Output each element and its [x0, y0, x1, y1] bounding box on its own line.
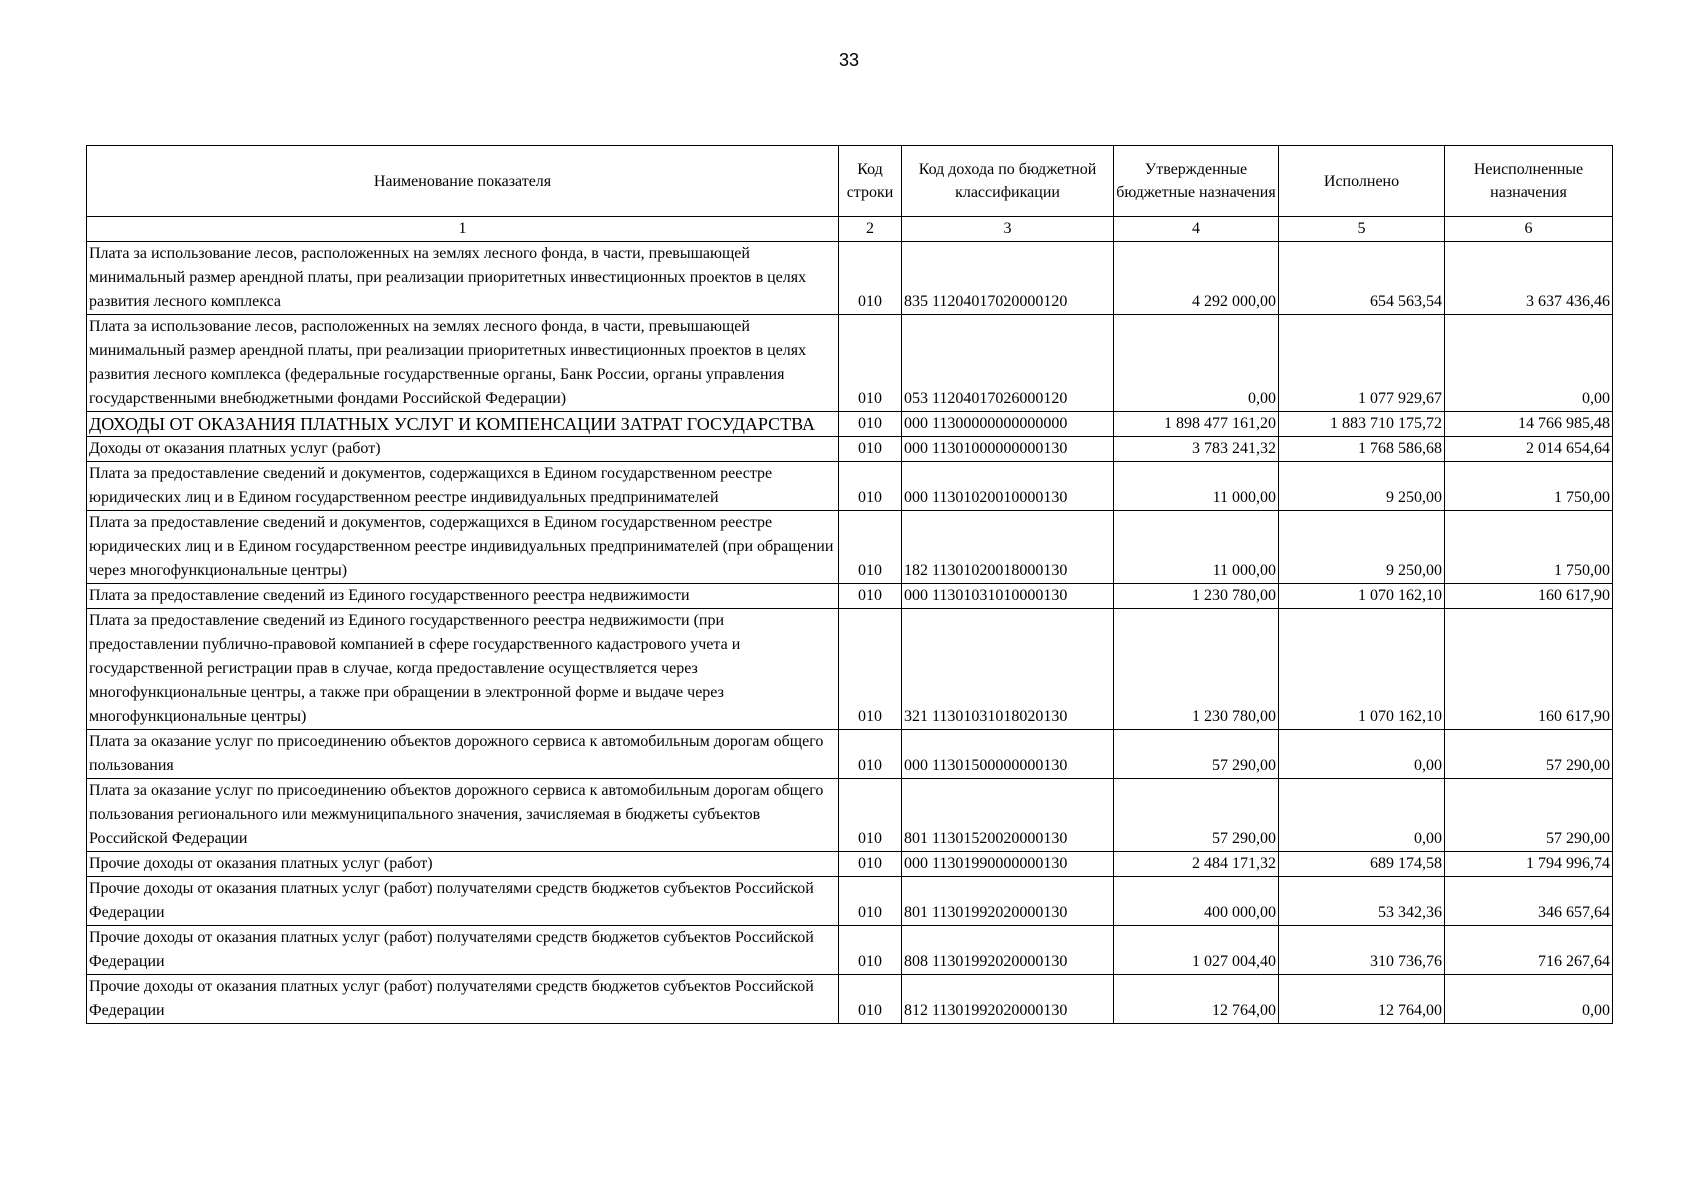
- indicator-name: Прочие доходы от оказания платных услуг (работ): [87, 852, 839, 877]
- unexecuted-amount: 160 617,90: [1445, 584, 1613, 609]
- table-row: [87, 730, 1613, 779]
- table-row: [87, 926, 1613, 975]
- executed-amount: 1 768 586,68: [1279, 437, 1445, 462]
- column-number: 1: [87, 217, 839, 242]
- approved-amount: 1 230 780,00: [1114, 584, 1279, 609]
- executed-amount: 0,00: [1279, 779, 1445, 852]
- unexecuted-amount: 0,00: [1445, 315, 1613, 412]
- table-row: [87, 437, 1613, 462]
- approved-amount: 2 484 171,32: [1114, 852, 1279, 877]
- header-unexecuted: Неисполненные назначения: [1445, 146, 1613, 217]
- income-code: 801 11301520020000130: [902, 779, 1114, 852]
- table-row: [87, 242, 1613, 315]
- column-number: 3: [902, 217, 1114, 242]
- executed-amount: 53 342,36: [1279, 877, 1445, 926]
- approved-amount: 57 290,00: [1114, 730, 1279, 779]
- income-code: 182 11301020018000130: [902, 511, 1114, 584]
- row-code: 010: [839, 926, 902, 975]
- indicator-name: Плата за предоставление сведений и документов, содержащихся в Едином государственном реестре юридических лиц и в Едином государственном реестре индивидуальных предпринимателей (при обращении через многофункциональные центры): [87, 511, 839, 584]
- table-row: [87, 584, 1613, 609]
- indicator-name: Плата за предоставление сведений из Единого государственного реестра недвижимости: [87, 584, 839, 609]
- approved-amount: 3 783 241,32: [1114, 437, 1279, 462]
- table-row: [87, 412, 1613, 437]
- executed-amount: 1 077 929,67: [1279, 315, 1445, 412]
- table-row: [87, 462, 1613, 511]
- income-code: 835 11204017020000120: [902, 242, 1114, 315]
- approved-amount: 1 898 477 161,20: [1114, 412, 1279, 437]
- indicator-name: Прочие доходы от оказания платных услуг (работ) получателями средств бюджетов субъектов Российской Федерации: [87, 877, 839, 926]
- income-code: 000 11301990000000130: [902, 852, 1114, 877]
- unexecuted-amount: 57 290,00: [1445, 730, 1613, 779]
- unexecuted-amount: 3 637 436,46: [1445, 242, 1613, 315]
- executed-amount: 9 250,00: [1279, 462, 1445, 511]
- table-header-row: [87, 146, 1613, 217]
- income-code: 000 11301020010000130: [902, 462, 1114, 511]
- indicator-name: Прочие доходы от оказания платных услуг (работ) получателями средств бюджетов субъектов Российской Федерации: [87, 926, 839, 975]
- income-code: 000 11301031010000130: [902, 584, 1114, 609]
- approved-amount: 0,00: [1114, 315, 1279, 412]
- approved-amount: 1 230 780,00: [1114, 609, 1279, 730]
- column-numbers-row: [87, 217, 1613, 242]
- indicator-name: Прочие доходы от оказания платных услуг (работ) получателями средств бюджетов субъектов Российской Федерации: [87, 975, 839, 1024]
- row-code: 010: [839, 584, 902, 609]
- indicator-name: Плата за предоставление сведений из Единого государственного реестра недвижимости (при предоставлении публично-правовой компанией в сфере государственного кадастрового учета и государственной регистрации прав в случае, когда предоставление осуществляется через многофункциональные центры, а также при обращении в электронной форме и выдаче через многофункциональные центры): [87, 609, 839, 730]
- unexecuted-amount: 57 290,00: [1445, 779, 1613, 852]
- indicator-name: Плата за использование лесов, расположенных на землях лесного фонда, в части, превышающей минимальный размер арендной платы, при реализации приоритетных инвестиционных проектов в целях развития лесного комплекса (федеральные государственные органы, Банк России, органы управления государственными внебюджетными фондами Российской Федерации): [87, 315, 839, 412]
- executed-amount: 310 736,76: [1279, 926, 1445, 975]
- column-number: 6: [1445, 217, 1613, 242]
- row-code: 010: [839, 975, 902, 1024]
- approved-amount: 4 292 000,00: [1114, 242, 1279, 315]
- income-code: 801 11301992020000130: [902, 877, 1114, 926]
- unexecuted-amount: 2 014 654,64: [1445, 437, 1613, 462]
- row-code: 010: [839, 779, 902, 852]
- approved-amount: 1 027 004,40: [1114, 926, 1279, 975]
- row-code: 010: [839, 609, 902, 730]
- header-executed: Исполнено: [1279, 146, 1445, 217]
- unexecuted-amount: 0,00: [1445, 975, 1613, 1024]
- column-number: 2: [839, 217, 902, 242]
- unexecuted-amount: 1 750,00: [1445, 511, 1613, 584]
- table-row: [87, 852, 1613, 877]
- unexecuted-amount: 716 267,64: [1445, 926, 1613, 975]
- budget-income-table: [86, 145, 1613, 1024]
- income-code: 812 11301992020000130: [902, 975, 1114, 1024]
- income-code: 000 11300000000000000: [902, 412, 1114, 437]
- executed-amount: 1 883 710 175,72: [1279, 412, 1445, 437]
- executed-amount: 1 070 162,10: [1279, 609, 1445, 730]
- indicator-name: Плата за оказание услуг по присоединению объектов дорожного сервиса к автомобильным дорогам общего пользования регионального или межмуниципального значения, зачисляемая в бюджеты субъектов Российской Федерации: [87, 779, 839, 852]
- approved-amount: 57 290,00: [1114, 779, 1279, 852]
- header-row-code: Код строки: [839, 146, 902, 217]
- income-code: 808 11301992020000130: [902, 926, 1114, 975]
- table-row: [87, 975, 1613, 1024]
- unexecuted-amount: 14 766 985,48: [1445, 412, 1613, 437]
- header-income-code: Код дохода по бюджетной классификации: [902, 146, 1114, 217]
- unexecuted-amount: 160 617,90: [1445, 609, 1613, 730]
- row-code: 010: [839, 242, 902, 315]
- row-code: 010: [839, 730, 902, 779]
- unexecuted-amount: 1 794 996,74: [1445, 852, 1613, 877]
- table-row: [87, 609, 1613, 730]
- page-number: 33: [838, 50, 860, 70]
- row-code: 010: [839, 315, 902, 412]
- income-code: 000 11301500000000130: [902, 730, 1114, 779]
- unexecuted-amount: 1 750,00: [1445, 462, 1613, 511]
- approved-amount: 12 764,00: [1114, 975, 1279, 1024]
- income-code: 000 11301000000000130: [902, 437, 1114, 462]
- row-code: 010: [839, 511, 902, 584]
- approved-amount: 11 000,00: [1114, 462, 1279, 511]
- header-approved: Утвержденные бюджетные назначения: [1114, 146, 1279, 217]
- column-number: 5: [1279, 217, 1445, 242]
- row-code: 010: [839, 852, 902, 877]
- income-code: 053 11204017026000120: [902, 315, 1114, 412]
- indicator-name: Плата за предоставление сведений и документов, содержащихся в Едином государственном реестре юридических лиц и в Едином государственном реестре индивидуальных предпринимателей: [87, 462, 839, 511]
- executed-amount: 654 563,54: [1279, 242, 1445, 315]
- table-row: [87, 877, 1613, 926]
- row-code: 010: [839, 462, 902, 511]
- unexecuted-amount: 346 657,64: [1445, 877, 1613, 926]
- indicator-name: Плата за использование лесов, расположенных на землях лесного фонда, в части, превышающей минимальный размер арендной платы, при реализации приоритетных инвестиционных проектов в целях развития лесного комплекса: [87, 242, 839, 315]
- income-code: 321 11301031018020130: [902, 609, 1114, 730]
- approved-amount: 11 000,00: [1114, 511, 1279, 584]
- column-number: 4: [1114, 217, 1279, 242]
- table-row: [87, 779, 1613, 852]
- indicator-name: Плата за оказание услуг по присоединению объектов дорожного сервиса к автомобильным дорогам общего пользования: [87, 730, 839, 779]
- executed-amount: 0,00: [1279, 730, 1445, 779]
- executed-amount: 12 764,00: [1279, 975, 1445, 1024]
- executed-amount: 9 250,00: [1279, 511, 1445, 584]
- indicator-name: Доходы от оказания платных услуг (работ): [87, 437, 839, 462]
- row-code: 010: [839, 437, 902, 462]
- approved-amount: 400 000,00: [1114, 877, 1279, 926]
- row-code: 010: [839, 877, 902, 926]
- header-indicator-name: Наименование показателя: [87, 146, 839, 217]
- indicator-name: ДОХОДЫ ОТ ОКАЗАНИЯ ПЛАТНЫХ УСЛУГ И КОМПЕНСАЦИИ ЗАТРАТ ГОСУДАРСТВА: [87, 412, 839, 437]
- table-row: [87, 511, 1613, 584]
- table-row: [87, 315, 1613, 412]
- row-code: 010: [839, 412, 902, 437]
- executed-amount: 689 174,58: [1279, 852, 1445, 877]
- executed-amount: 1 070 162,10: [1279, 584, 1445, 609]
